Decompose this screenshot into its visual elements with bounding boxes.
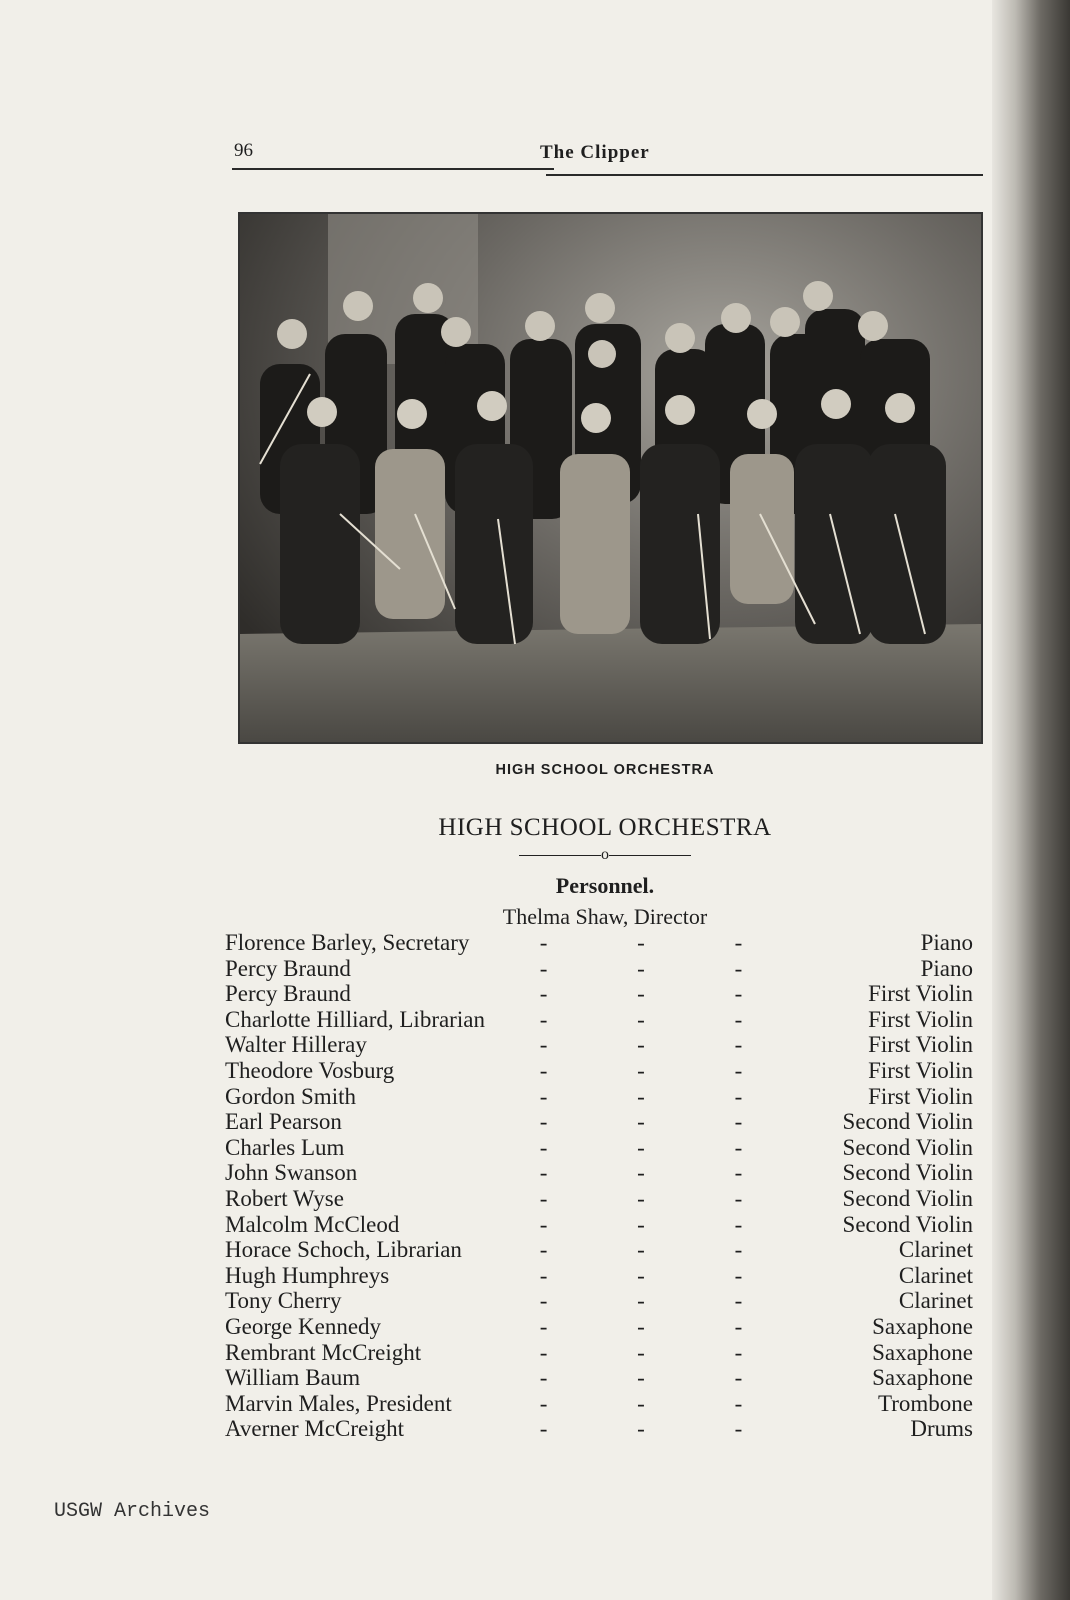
dot-leader: - - - xyxy=(539,1390,751,1416)
member-name: William Baum xyxy=(225,1365,361,1391)
roster-row xyxy=(225,1032,973,1058)
member-instrument: First Violin xyxy=(868,1032,973,1058)
member-instrument: First Violin xyxy=(868,1083,973,1109)
photo-caption: HIGH SCHOOL ORCHESTRA xyxy=(495,762,715,778)
dot-leader: - - - xyxy=(539,1416,751,1442)
member-instrument: Clarinet xyxy=(898,1288,973,1314)
roster-row xyxy=(225,1109,973,1135)
roster-row xyxy=(225,1314,973,1340)
roster-row xyxy=(225,1084,973,1110)
dot-leader: - - - xyxy=(539,1339,751,1365)
book-spine-shadow xyxy=(992,0,1070,1600)
header-rule-left xyxy=(232,168,554,170)
member-name: Percy Braund xyxy=(225,955,351,981)
roster-row xyxy=(225,1263,973,1289)
roster-row xyxy=(225,1391,973,1417)
dot-leader: - - - xyxy=(539,1237,751,1263)
member-instrument: Clarinet xyxy=(898,1237,973,1263)
roster-row xyxy=(225,1212,973,1238)
ornament-rule-right xyxy=(609,855,691,856)
dot-leader: - - - xyxy=(539,1313,751,1339)
ornament-mark: o xyxy=(601,846,609,863)
member-instrument: First Violin xyxy=(868,1006,973,1032)
member-name: Gordon Smith xyxy=(225,1083,356,1109)
member-instrument: Second Violin xyxy=(842,1185,973,1211)
dot-leader: - - - xyxy=(539,1006,751,1032)
member-name: Theodore Vosburg xyxy=(225,1057,395,1083)
dot-leader: - - - xyxy=(539,1185,751,1211)
dot-leader: - - - xyxy=(539,955,751,981)
member-name: Walter Hilleray xyxy=(225,1032,367,1058)
archive-watermark: USGW Archives xyxy=(54,1500,211,1523)
member-instrument: Drums xyxy=(910,1416,973,1442)
roster-row xyxy=(225,1237,973,1263)
dot-leader: - - - xyxy=(539,1134,751,1160)
member-name: Malcolm McCleod xyxy=(225,1211,400,1237)
member-instrument: Clarinet xyxy=(898,1262,973,1288)
roster-row xyxy=(225,1160,973,1186)
member-name: Averner McCreight xyxy=(225,1416,405,1442)
member-name: Tony Cherry xyxy=(225,1288,342,1314)
member-instrument: Second Violin xyxy=(842,1134,973,1160)
roster-row xyxy=(225,981,973,1007)
director-line: Thelma Shaw, Director xyxy=(502,904,708,929)
roster-row xyxy=(225,1416,973,1442)
dot-leader: - - - xyxy=(539,1057,751,1083)
member-name: John Swanson xyxy=(225,1160,358,1186)
member-name: Hugh Humphreys xyxy=(225,1262,390,1288)
member-name: Robert Wyse xyxy=(225,1185,344,1211)
dot-leader: - - - xyxy=(539,1365,751,1391)
member-name: Percy Braund xyxy=(225,981,351,1007)
roster-row xyxy=(225,1340,973,1366)
dot-leader: - - - xyxy=(539,1160,751,1186)
personnel-roster xyxy=(225,930,973,1442)
roster-row xyxy=(225,1007,973,1033)
roster-row xyxy=(225,1058,973,1084)
roster-row xyxy=(225,930,973,956)
roster-row xyxy=(225,1135,973,1161)
dot-leader: - - - xyxy=(539,1032,751,1058)
page-number: 96 xyxy=(234,140,253,161)
orchestra-photograph xyxy=(238,212,983,744)
member-instrument: Trombone xyxy=(878,1390,973,1416)
roster-row xyxy=(225,1288,973,1314)
member-name: Earl Pearson xyxy=(225,1109,342,1135)
photo-illustration xyxy=(240,214,981,742)
title-ornament xyxy=(0,846,1070,864)
ornament-rule-left xyxy=(519,855,601,856)
roster-row xyxy=(225,1186,973,1212)
member-name: Charlotte Hilliard, Librarian xyxy=(225,1006,485,1032)
dot-leader: - - - xyxy=(539,1109,751,1135)
member-name: Marvin Males, President xyxy=(225,1390,452,1416)
member-instrument: First Violin xyxy=(868,981,973,1007)
member-instrument: Second Violin xyxy=(842,1109,973,1135)
member-instrument: Piano xyxy=(920,930,973,955)
dot-leader: - - - xyxy=(539,1211,751,1237)
dot-leader: - - - xyxy=(539,981,751,1007)
member-name: Rembrant McCreight xyxy=(225,1339,422,1365)
member-name: Charles Lum xyxy=(225,1134,345,1160)
member-instrument: First Violin xyxy=(868,1057,973,1083)
dot-leader: - - - xyxy=(539,1262,751,1288)
section-title: HIGH SCHOOL ORCHESTRA xyxy=(438,814,772,841)
member-instrument: Piano xyxy=(920,955,973,981)
roster-row xyxy=(225,956,973,982)
member-name: Florence Barley, Secretary xyxy=(225,930,470,955)
member-instrument: Second Violin xyxy=(842,1160,973,1186)
running-title: The Clipper xyxy=(540,142,650,163)
member-instrument: Saxaphone xyxy=(872,1365,973,1391)
dot-leader: - - - xyxy=(539,1083,751,1109)
member-instrument: Saxaphone xyxy=(872,1339,973,1365)
header-rule-right xyxy=(546,174,983,176)
dot-leader: - - - xyxy=(539,1288,751,1314)
roster-row xyxy=(225,1365,973,1391)
member-instrument: Second Violin xyxy=(842,1211,973,1237)
section-subtitle: Personnel. xyxy=(555,873,655,898)
dot-leader: - - - xyxy=(539,930,751,955)
member-name: George Kennedy xyxy=(225,1313,382,1339)
member-instrument: Saxaphone xyxy=(872,1313,973,1339)
member-name: Horace Schoch, Librarian xyxy=(225,1237,462,1263)
